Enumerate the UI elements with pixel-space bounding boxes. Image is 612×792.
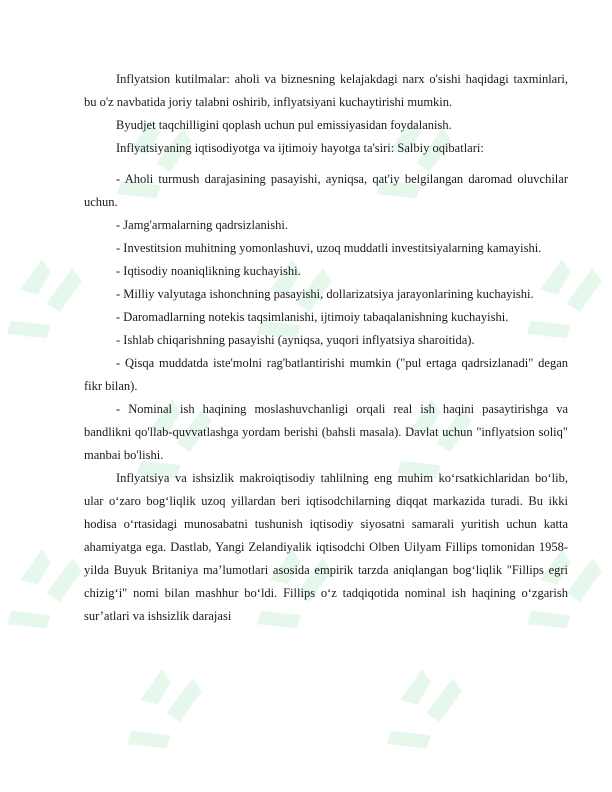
list-item-production-decline: - Ishlab chiqarishning pasayishi (ayniqsa, yuqori inflyatsiya sharoitida). xyxy=(116,333,475,347)
list-item-consumption: - Qisqa muddatda iste'molni rag'batlantirishi mumkin ("pul ertaga qadrsizlanadi" degan fikr bilan). xyxy=(84,356,568,393)
list-item-income-distribution: - Daromadlarning notekis taqsimlanishi, ijtimoiy tabaqalanishning kuchayishi. xyxy=(116,310,509,324)
list-item-living-standards: - Aholi turmush darajasining pasayishi, ayniqsa, qat'iy belgilangan daromad oluvchilar uchun. xyxy=(84,172,568,209)
list-item-currency-trust: - Milliy valyutaga ishonchning pasayishi, dollarizatsiya jarayonlarining kuchayishi. xyxy=(116,287,534,301)
watermark-mark xyxy=(7,549,82,628)
list-item-investment-climate: - Investitsion muhitning yomonlashuvi, uzoq muddatli investitsiyalarning kamayishi. xyxy=(116,241,542,255)
paragraph-phillips-curve: Inflyatsiya va ishsizlik makroiqtisodiy tahlilning eng muhim ko‘rsatkichlaridan bo‘lib, ular o‘zaro bog‘liqlik uzoq yillardan beri iqtisodchilarning diqqat markazida turadi. Bu ikki hodisa o‘rtasidagi munosabatni tushunish iqtisodiy siyosatni samarali yuritish uchun katta ahamiyatga ega. Dastlab, Yangi Zelandiyalik iqtisodchi Olben Uilyam Fillips tomonidan 1958-yilda Buyuk Britaniya ma’lumotlari asosida empirik tarzda aniqlangan bog‘liqlik "Fillips egri chizig‘i" nomi bilan mashhur bo‘ldi. Fillips o‘z tadqiqotida nominal ish haqining o‘zgarish sur’atlari va ishsizlik darajasi xyxy=(84,471,568,623)
watermark-mark xyxy=(387,669,462,748)
paragraph-inflation-expectations: Inflyatsion kutilmalar: aholi va biznesning kelajakdagi narx o'sishi haqidagi taxminlari, bu o'z navbatida joriy talabni oshirib, inflyatsiyani kuchaytirishi mumkin. xyxy=(84,72,568,109)
list-item-uncertainty: - Iqtisodiy noaniqlikning kuchayishi. xyxy=(116,264,301,278)
list-item-nominal-wage: - Nominal ish haqining moslashuvchanligi orqali real ish haqini pasaytirishga va bandlikni qo'llab-quvvatlashga yordam berishi (bahsli masala). Davlat uchun "inflyatsion soliq" manbai bo'lishi. xyxy=(84,402,568,462)
watermark-mark xyxy=(127,669,202,748)
list-item-savings: - Jamg'armalarning qadrsizlanishi. xyxy=(116,218,288,232)
paragraph-negative-effects-heading: Inflyatsiyaning iqtisodiyotga va ijtimoiy hayotga ta'siri: Salbiy oqibatlari: xyxy=(116,141,484,155)
paragraph-budget-deficit: Byudjet taqchilligini qoplash uchun pul emissiyasidan foydalanish. xyxy=(116,118,452,132)
document-page xyxy=(84,68,568,628)
watermark-mark xyxy=(7,259,82,338)
